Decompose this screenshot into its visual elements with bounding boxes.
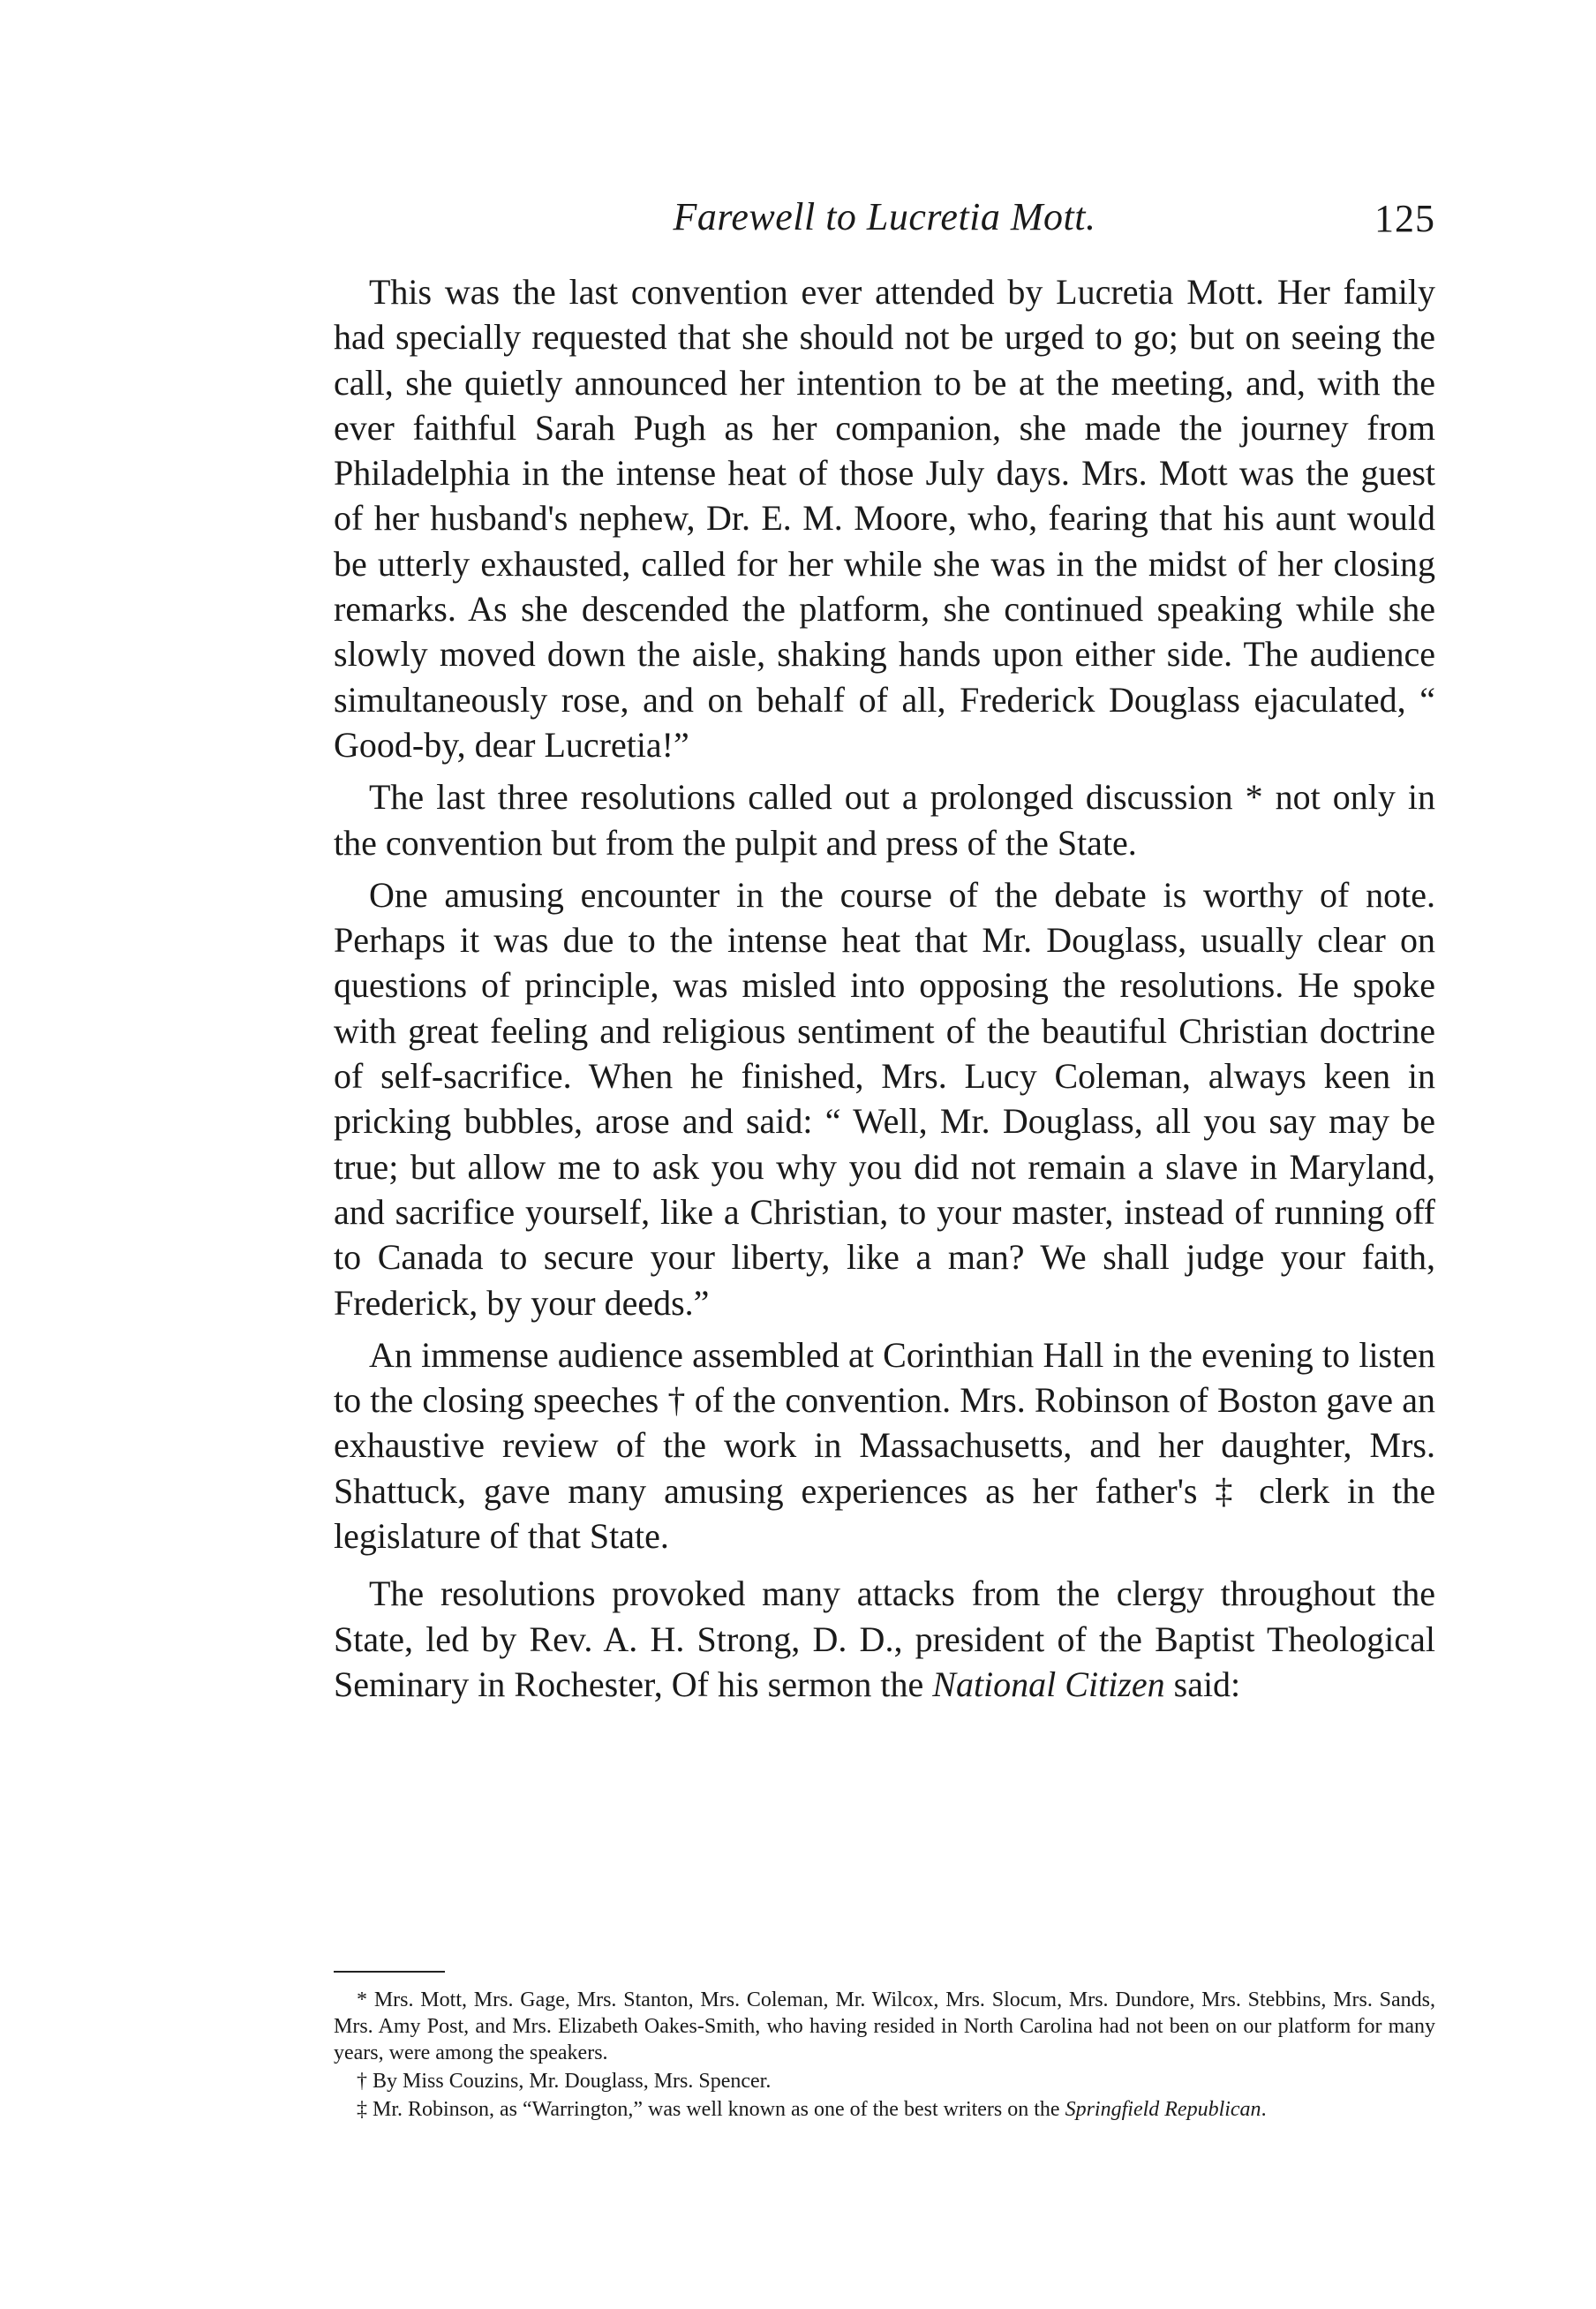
paragraph-resolutions-discussion: The last three resolutions called out a prolonged discussion * not only in the convention but from the pulpit and press of the State. — [334, 777, 1435, 863]
newspaper-title: Springfield Republican — [1065, 2098, 1261, 2121]
clergy-attacks-text-end: said: — [1164, 1664, 1241, 1704]
footnote-warrington-end: . — [1261, 2098, 1267, 2121]
footnotes — [334, 1987, 1435, 2123]
paragraph-douglass-coleman-encounter: One amusing encounter in the course of the debate is worthy of note. Perhaps it was due to the intense heat that Mr. Douglass, usually clear on questions of principle, was misled into opposing the resolutions. He spoke with great feeling and religious sentiment of the beautiful Christian doctrine of self-sacrifice. When he finished, Mrs. Lucy Coleman, always keen in pricking bubbles, arose and said: “ Well, Mr. Douglass, all you say may be true; but allow me to ask you why you did not remain a slave in Maryland, and sacrifice yourself, like a Christian, to your master, instead of running off to Canada to secure your liberty, like a man? We shall judge your faith, Frederick, by your deeds.” — [334, 874, 1435, 1323]
body-text — [334, 269, 1435, 1707]
running-title: Farewell to Lucretia Mott. — [673, 195, 1096, 238]
footnote-rule — [334, 1971, 445, 1973]
clergy-attacks-text: The resolutions provoked many attacks from the clergy throughout the State, led by Rev. A. H. Strong, D. D., president of the Baptist Theological Seminary in Rochester, Of his sermon the — [334, 1573, 1435, 1704]
footnote-warrington — [334, 2096, 1435, 2123]
page-header — [334, 192, 1435, 249]
paragraph-clergy-attacks — [334, 1571, 1435, 1707]
newspaper-title: National Citizen — [932, 1664, 1165, 1704]
footnote-closing-speeches: † By Miss Couzins, Mr. Douglass, Mrs. Spencer. — [357, 2070, 772, 2093]
paragraph-lucretia-mott-farewell: This was the last convention ever attended by Lucretia Mott. Her family had specially requested that she should not be urged to go; but on seeing the call, she quietly announced her intention to be at the meeting, and, with the ever faithful Sarah Pugh as her companion, she made the journey from Philadelphia in the intense heat of those July days. Mrs. Mott was the guest of her husband's nephew, Dr. E. M. Moore, who, fearing that his aunt would be utterly exhausted, called for her while she was in the midst of her closing remarks. As she descended the platform, she continued speaking while she slowly moved down the aisle, shaking hands upon either side. The audience simultaneously rose, and on behalf of all, Frederick Douglass ejaculated, “ Good-by, dear Lucretia!” — [334, 272, 1435, 765]
footnote-warrington-text: ‡ Mr. Robinson, as “Warrington,” was well known as one of the best writers on the — [357, 2098, 1065, 2121]
page-number: 125 — [1374, 197, 1435, 240]
paragraph-corinthian-hall: An immense audience assembled at Corinthian Hall in the evening to listen to the closing speeches † of the convention. Mrs. Robinson of Boston gave an exhaustive review of the work in Massachusetts, and her daughter, Mrs. Shattuck, gave many amusing experiences as her father's ‡ clerk in the legislature of that State. — [334, 1334, 1435, 1557]
footnote-speakers: * Mrs. Mott, Mrs. Gage, Mrs. Stanton, Mrs. Coleman, Mr. Wilcox, Mrs. Slocum, Mrs. Dundore, Mrs. Stebbins, Mrs. Sands, Mrs. Amy Post, and Mrs. Elizabeth Oakes-Smith, who having resided in North Carolina had not been on our platform for many years, were among the speakers. — [334, 1988, 1435, 2064]
